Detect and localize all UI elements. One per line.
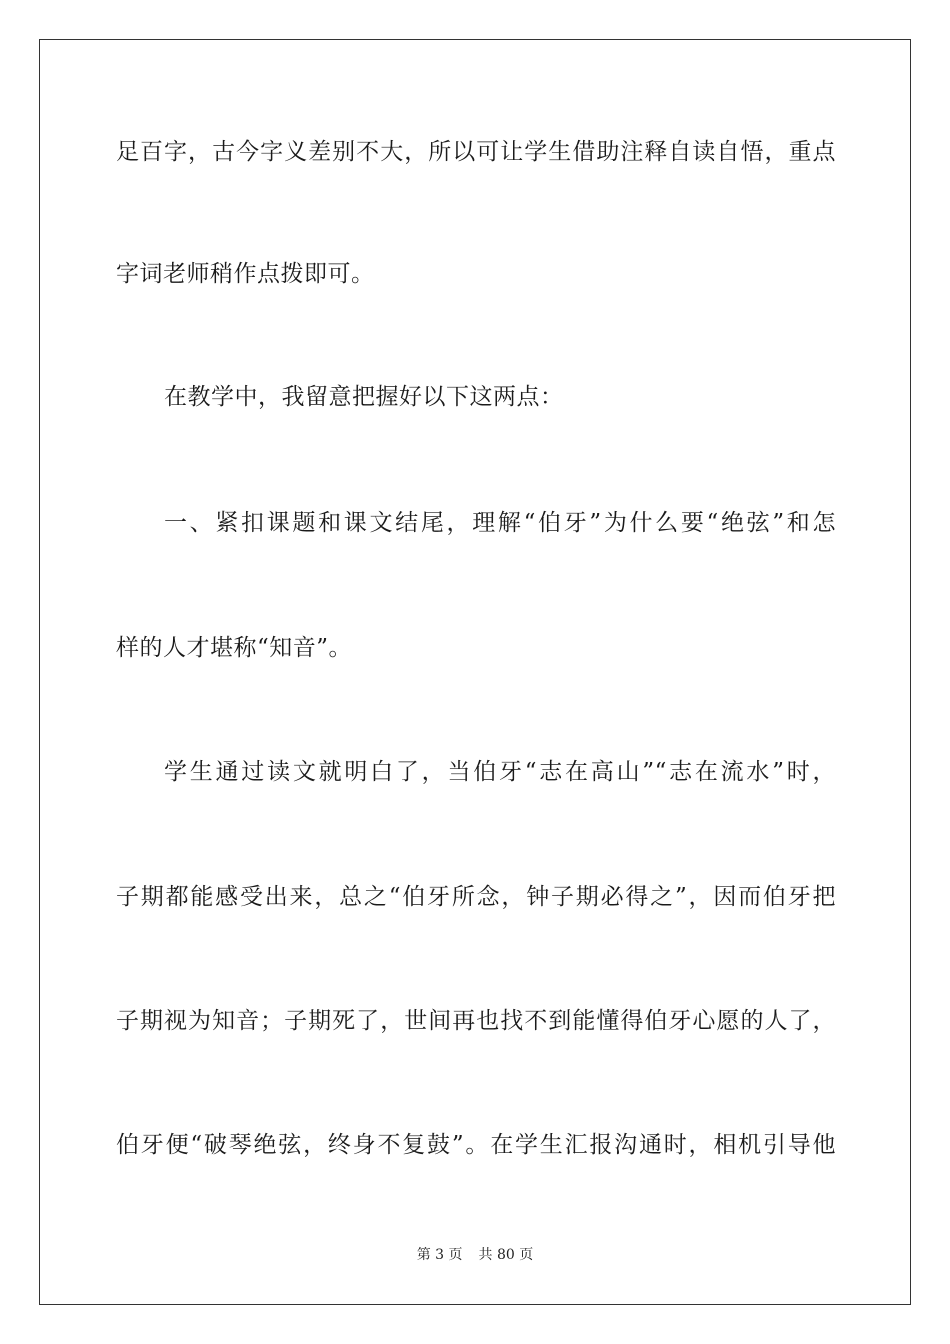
body-line-1: 足百字，古今字义差别不大，所以可让学生借助注释自读自悟，重点 [116, 139, 836, 165]
page-total: 共 80 页 [478, 1247, 534, 1263]
body-line-3: 在教学中，我留意把握好以下这两点： [164, 384, 564, 410]
body-line-6: 学生通过读文就明白了，当伯牙“志在高山”“志在流水”时， [164, 759, 836, 785]
page-border [39, 39, 911, 1305]
body-line-5: 样的人才堪称“知音”。 [116, 635, 353, 661]
body-line-8: 子期视为知音；子期死了，世间再也找不到能懂得伯牙心愿的人了， [116, 1008, 836, 1034]
body-line-4: 一、紧扣课题和课文结尾，理解“伯牙”为什么要“绝弦”和怎 [164, 510, 836, 536]
body-line-9: 伯牙便“破琴绝弦，终身不复鼓”。在学生汇报沟通时，相机引导他 [116, 1132, 836, 1158]
body-line-2: 字词老师稍作点拨即可。 [116, 261, 375, 287]
page-footer [0, 1246, 950, 1264]
body-line-7: 子期都能感受出来，总之“伯牙所念，钟子期必得之”，因而伯牙把 [116, 884, 836, 910]
page-number: 第 3 页 [416, 1247, 463, 1263]
